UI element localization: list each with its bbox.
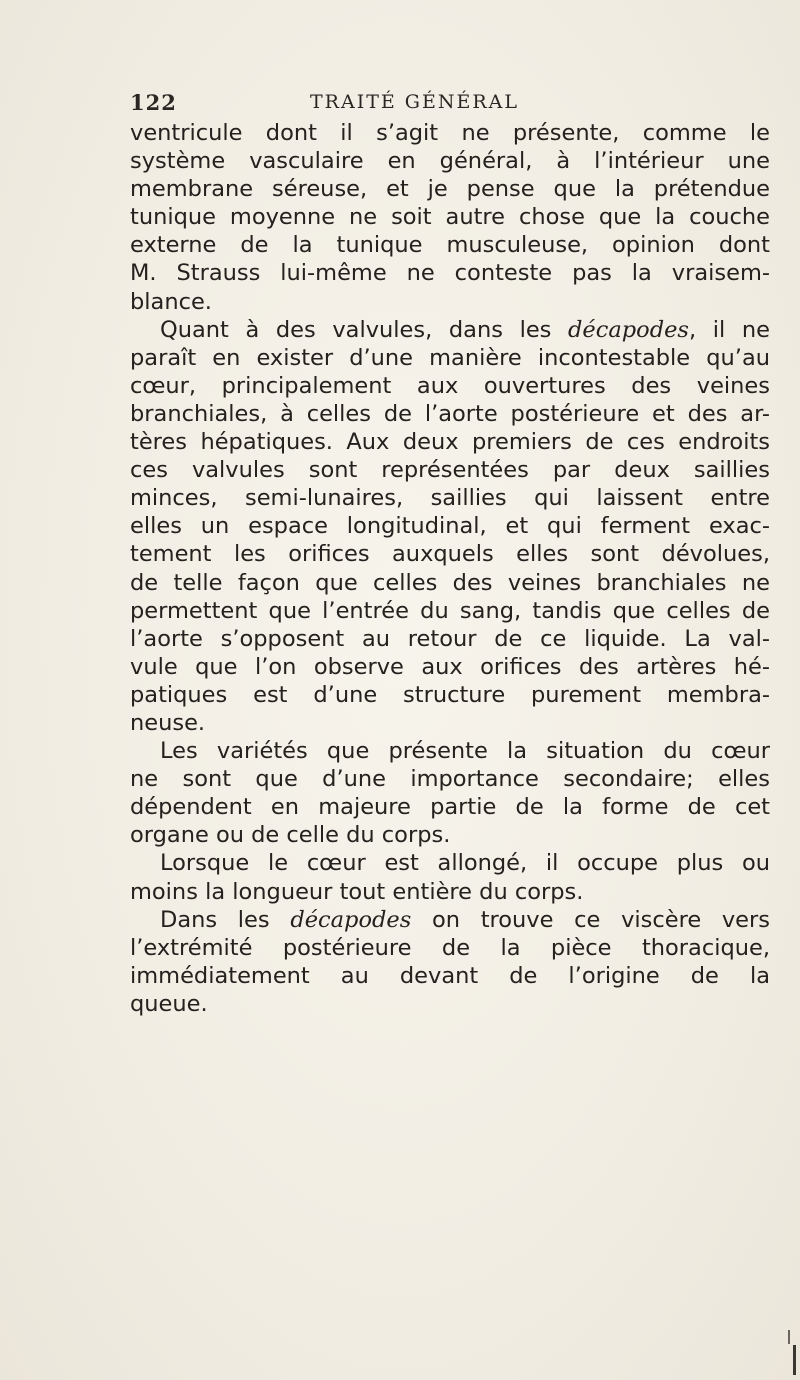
running-head: TRAITÉ GÉNÉRAL [310,91,519,113]
text-line: organe ou de celle du corps. [130,822,451,849]
page-header [130,90,770,120]
text-fragment: on trouve ce viscère vers [411,906,770,933]
text-line: cœur, principalement aux ouvertures des veines [130,372,770,399]
text-line: elles un espace longitudinal, et qui ferment exac- [130,513,770,540]
text-line: de telle façon que celles des veines branchiales ne [130,569,770,596]
text-line: membrane séreuse, et je pense que la prétendue [130,176,770,203]
italic-term: décapodes [290,906,412,933]
text-line: l’extrémité postérieure de la pièce thoracique, [130,934,770,961]
text-line [130,906,770,934]
text-line: ces valvules sont représentées par deux saillies [130,457,770,484]
text-line: minces, semi-lunaires, saillies qui laissent entre [130,485,770,512]
text-line [130,316,770,344]
paragraph [130,906,770,1018]
text-line: moins la longueur tout entière du corps. [130,878,584,905]
paragraph [130,849,770,905]
text-line: ventricule dont il s’agit ne présente, comme le [130,120,770,146]
paragraph [130,737,770,849]
text-line: externe de la tunique musculeuse, opinion dont [130,232,770,259]
text-line: tement les orifices auxquels elles sont dévolues, [130,541,770,568]
text-line: système vasculaire en général, à l’intérieur une [130,148,770,175]
text-line: ne sont que d’une importance secondaire; elles [130,766,770,793]
text-line: patiques est d’une structure purement membra- [130,681,770,708]
text-line: neuse. [130,709,206,736]
text-line: l’aorte s’opposent au retour de ce liquide. La val- [130,625,770,652]
text-line: paraît en exister d’une manière incontestable qu’au [130,344,770,371]
italic-term: décapodes [568,316,689,343]
page-edge-mark [793,1345,796,1375]
page-edge-mark [788,1330,790,1344]
text-line: branchiales, à celles de l’aorte postérieure et des ar- [130,400,770,427]
text-line: permettent que l’entrée du sang, tandis que celles de [130,597,770,624]
text-line: M. Strauss lui-même ne conteste pas la vraisem- [130,260,770,287]
text-line: Lorsque le cœur est allongé, il occupe plus ou [160,850,770,877]
text-fragment: , il ne [688,316,771,343]
text-line: tunique moyenne ne soit autre chose que la couche [130,204,770,231]
text-line: queue. [130,990,208,1017]
text-line: Les variétés que présente la situation du cœur [160,738,770,765]
text-line: immédiatement au devant de l’origine de la [130,962,770,989]
paragraph [130,119,770,316]
body-text [130,119,770,1018]
page-number: 122 [130,90,177,115]
text-line: blance. [130,288,212,315]
text-line: tères hépatiques. Aux deux premiers de ces endroits [130,429,770,456]
text-fragment: Dans les [160,906,291,933]
text-fragment: Quant à des valvules, dans les [160,316,569,343]
text-line: dépendent en majeure partie de la forme de cet [130,794,770,821]
text-line: vule que l’on observe aux orifices des artères hé- [130,653,770,680]
paragraph [130,316,770,737]
